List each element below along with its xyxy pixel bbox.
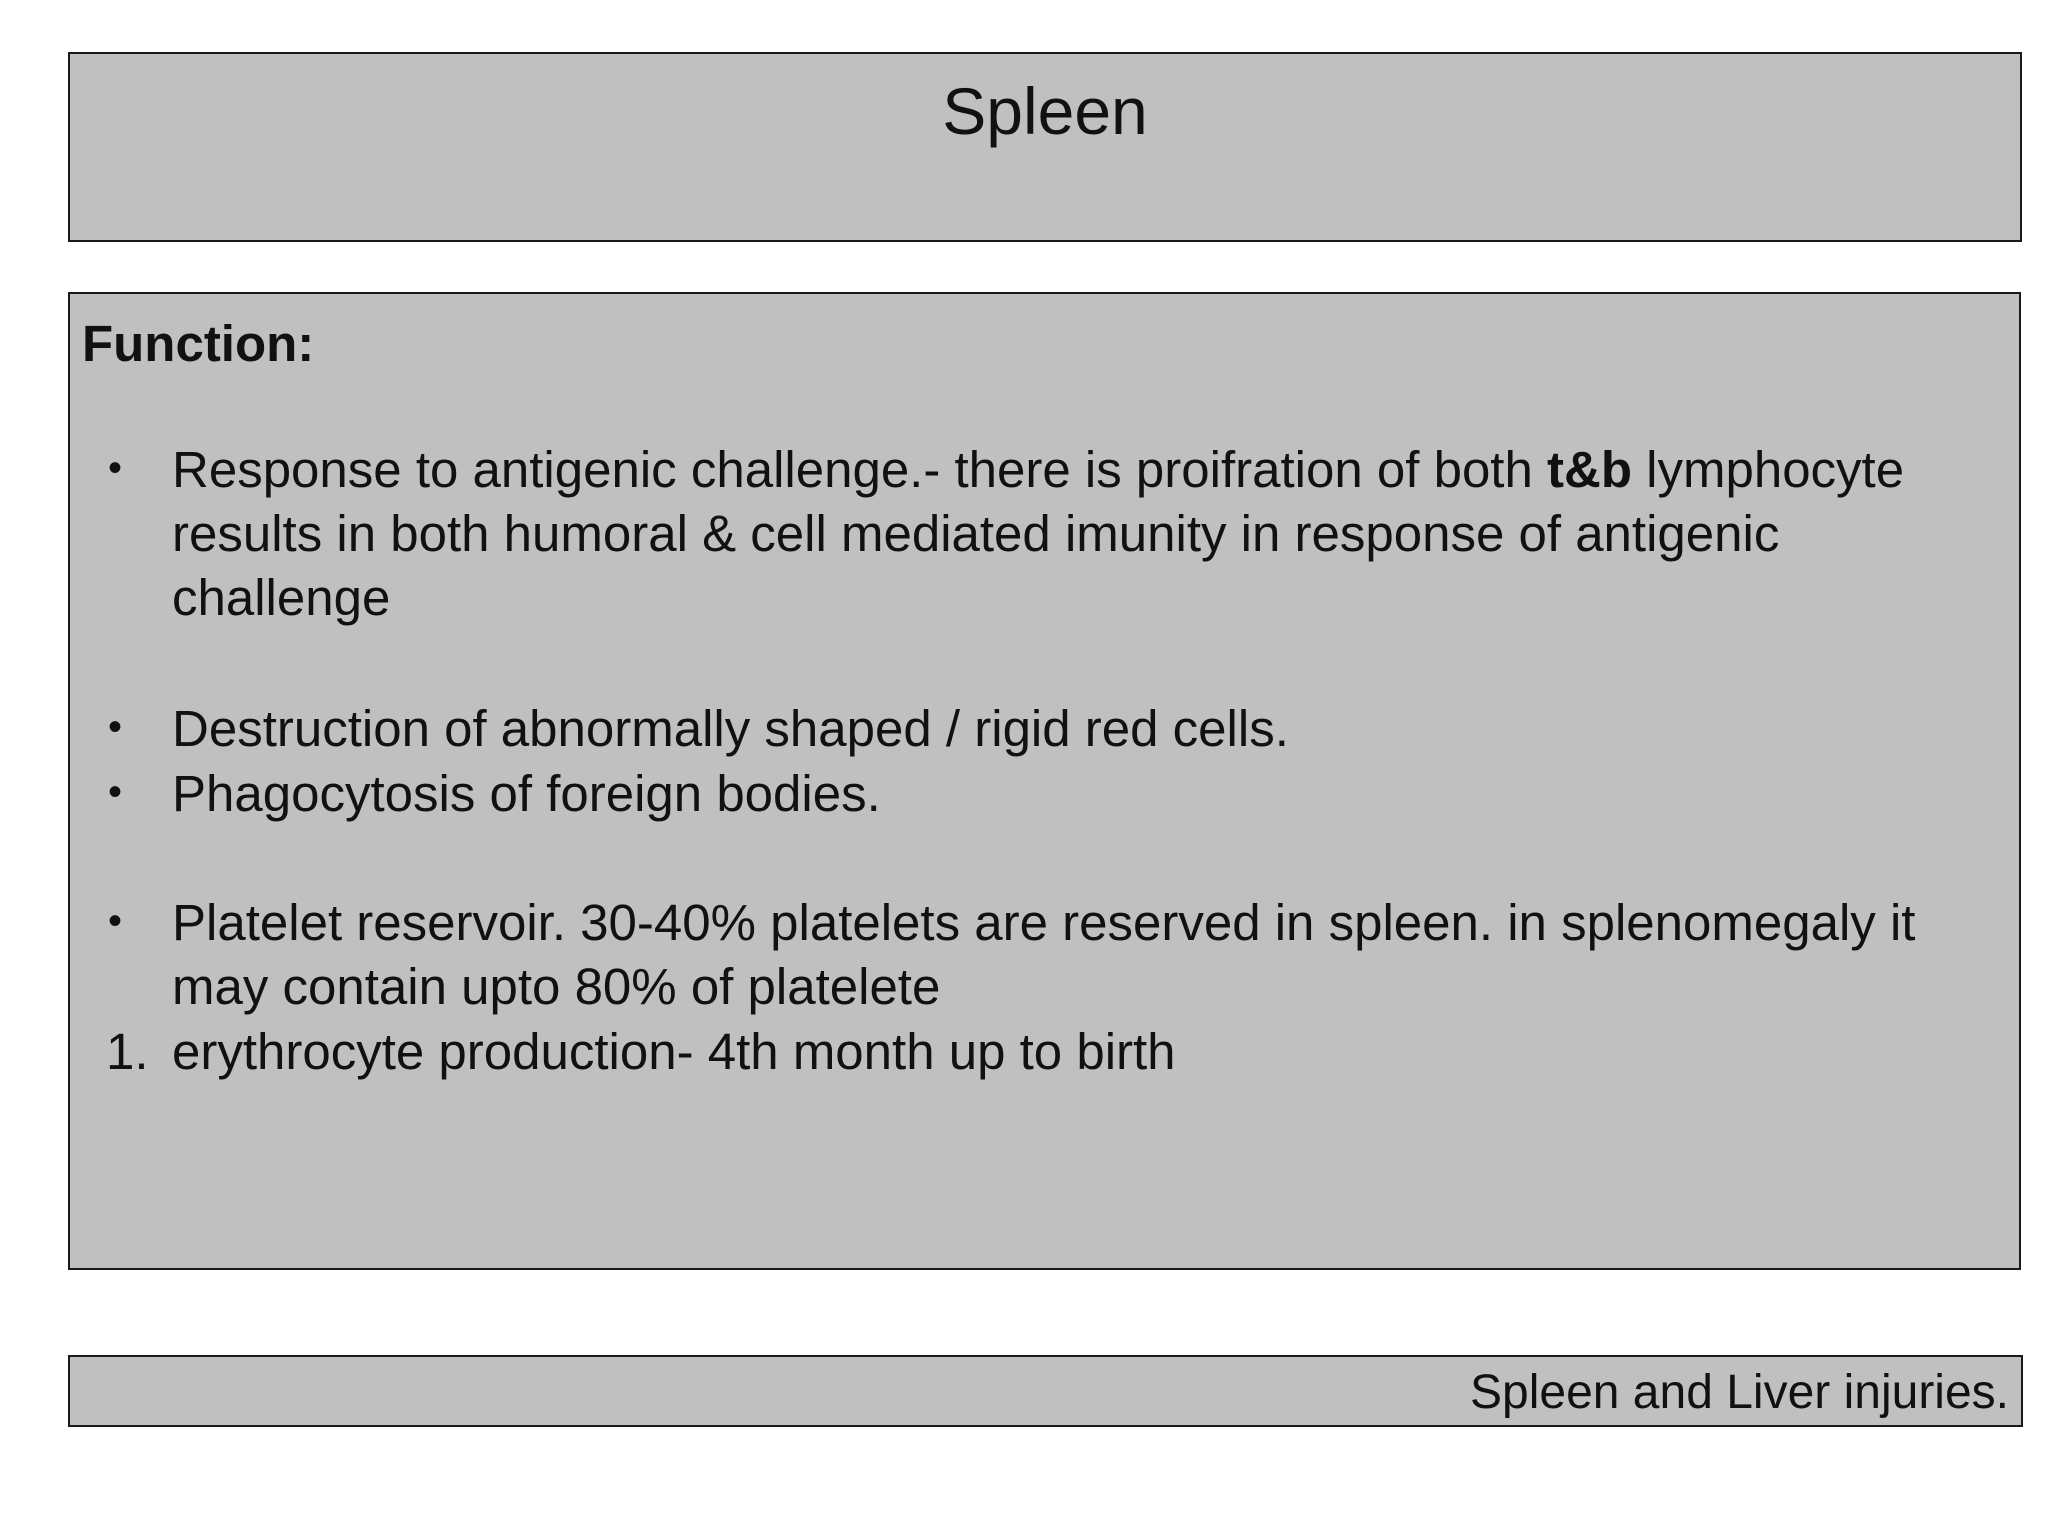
section-heading: Function: xyxy=(82,315,315,372)
list-item-text: Platelet reservoir. 30-40% platelets are reserved in spleen. in splenomegaly it may contain upto 80% of platelete xyxy=(172,894,1916,1015)
number-marker: 1. xyxy=(106,1023,149,1080)
list-item xyxy=(70,438,1979,630)
list-item-text: Phagocytosis of foreign bodies. xyxy=(172,765,881,822)
list-item-text-part: lymphocyte results in both humoral & cell mediated imunity in response of antigenic challenge xyxy=(172,441,1905,626)
list-item-text xyxy=(172,438,1979,630)
bullet-marker: • xyxy=(108,705,123,749)
bullet-marker: • xyxy=(108,899,123,943)
content-box xyxy=(68,292,2021,1270)
list-item-text-bold: t&b xyxy=(1547,441,1632,498)
list-item xyxy=(70,1020,1979,1084)
slide-title: Spleen xyxy=(942,74,1148,148)
list-item-text: erythrocyte production- 4th month up to birth xyxy=(172,1023,1176,1080)
list-item xyxy=(70,762,1979,826)
list-item xyxy=(70,891,1979,1019)
list-item-text: Destruction of abnormally shaped / rigid red cells. xyxy=(172,700,1289,757)
footer-box xyxy=(68,1355,2023,1427)
list-item xyxy=(70,697,1979,761)
bullet-marker: • xyxy=(108,770,123,814)
bullet-marker: • xyxy=(108,446,123,490)
title-box xyxy=(68,52,2022,242)
footer-text: Spleen and Liver injuries. xyxy=(1470,1366,2009,1419)
list-item-text-part: Response to antigenic challenge.- there is proifration of both xyxy=(172,441,1548,498)
